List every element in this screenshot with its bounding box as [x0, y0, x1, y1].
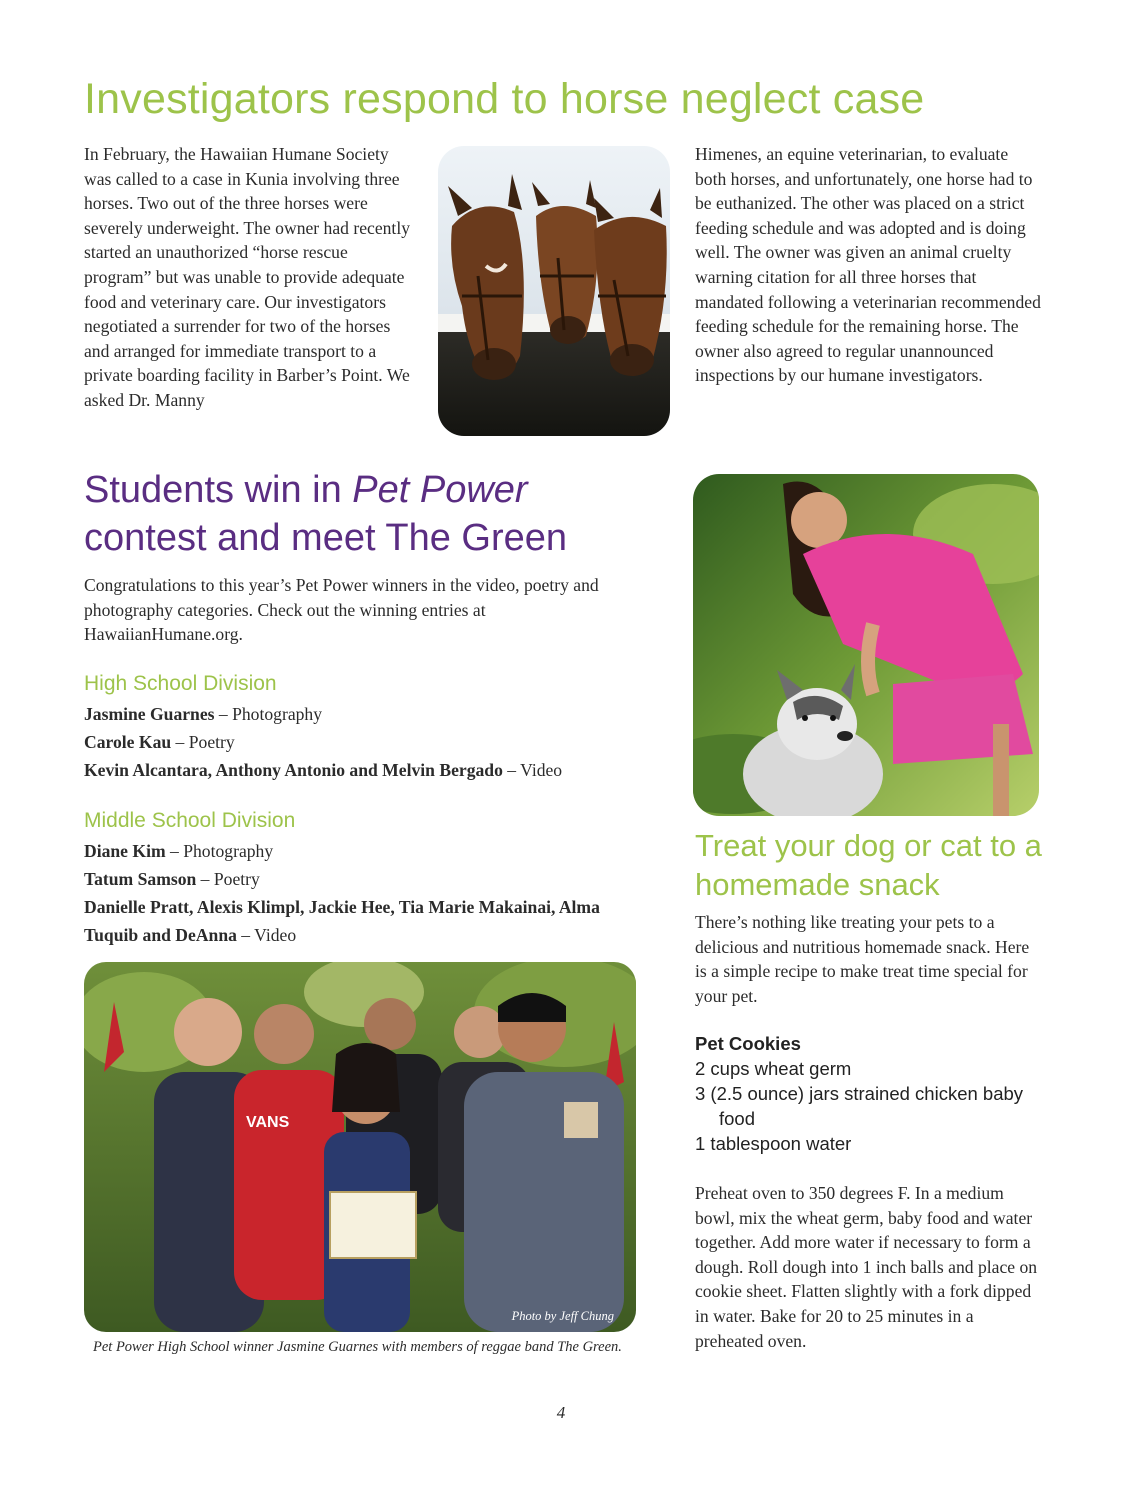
- snack-intro: There’s nothing like treating your pets to a delicious and nutritious homemade snack. Here is a simple recipe to make treat time special for your pet.: [695, 912, 1030, 1006]
- contest-article-title: [84, 466, 664, 562]
- winner-line: Carole Kau – Poetry: [84, 732, 235, 752]
- ingredient-item: 3 (2.5 ounce) jars strained chicken baby food: [695, 1083, 1024, 1129]
- title-post: contest and meet The Green: [84, 517, 568, 559]
- contest-intro: Congratulations to this year’s Pet Power winners in the video, poetry and photography categories. Check out the winning entries at HawaiianHumane.org.: [84, 575, 599, 645]
- group-photo: [84, 962, 636, 1332]
- winner-line: Tatum Samson – Poetry: [84, 869, 260, 889]
- title-italic: Pet Power: [352, 469, 528, 511]
- horse-article-column-2: Himenes, an equine veterinarian, to evaluate both horses, and unfortunately, one horse had to be euthanized. The other was placed on a strict feeding schedule and was adopted and is doing well. The owner was given an animal cruelty warning citation for all three horses that mandated following a veterinarian recommended feeding schedule for the remaining horse. The owner also agreed to regular unannounced inspections by our humane investigators.: [695, 144, 1041, 386]
- title-pre: Students win in: [84, 469, 353, 511]
- ingredient-item: 2 cups wheat germ: [695, 1058, 852, 1079]
- girl-and-puppy-photo: [693, 474, 1039, 816]
- photo-credit: Photo by Jeff Chung: [511, 1309, 614, 1323]
- horses-photo: [438, 146, 670, 436]
- winner-line: Jasmine Guarnes – Photography: [84, 704, 323, 724]
- horse-article-column-1: In February, the Hawaiian Humane Society was called to a case in Kunia involving three horses. Two out of the three horses were severely underweight. The owner had recently started an unauthorized “horse rescue program” but was unable to provide adequate food and veterinary care. Our investigators negotiated a surrender for two of the horses and arranged for immediate transport to a private boarding facility in Barber’s Point. We asked Dr. Manny: [84, 144, 411, 410]
- recipe: [695, 1032, 1055, 1156]
- high-school-division-heading: High School Division: [84, 672, 277, 695]
- ingredient-item: 1 tablespoon water: [695, 1133, 852, 1154]
- winner-line: Danielle Pratt, Alexis Klimpl, Jackie Hee, Tia Marie Makainai, Alma Tuquib and DeAnna – Video: [84, 897, 600, 945]
- horse-article-title: Investigators respond to horse neglect case: [84, 75, 925, 123]
- recipe-instructions: Preheat oven to 350 degrees F. In a medium bowl, mix the wheat germ, baby food and water together. Add more water if necessary to form a dough. Roll dough into 1 inch balls and place on cookie sheet. Flatten slightly with a fork dipped in water. Bake for 20 to 25 minutes in a preheated oven.: [695, 1183, 1038, 1351]
- recipe-title: Pet Cookies: [695, 1033, 801, 1054]
- svg-text:VANS: VANS: [246, 1114, 290, 1131]
- high-school-winners: [84, 700, 664, 784]
- page-number: 4: [556, 1403, 566, 1422]
- winner-line: Diane Kim – Photography: [84, 841, 274, 861]
- snack-article-title: Treat your dog or cat to a homemade snack: [695, 828, 1042, 902]
- winner-line: Kevin Alcantara, Anthony Antonio and Melvin Bergado – Video: [84, 760, 563, 780]
- middle-school-division-heading: Middle School Division: [84, 809, 296, 832]
- middle-school-winners: [84, 837, 644, 949]
- group-photo-caption: Pet Power High School winner Jasmine Guarnes with members of reggae band The Green.: [93, 1339, 622, 1355]
